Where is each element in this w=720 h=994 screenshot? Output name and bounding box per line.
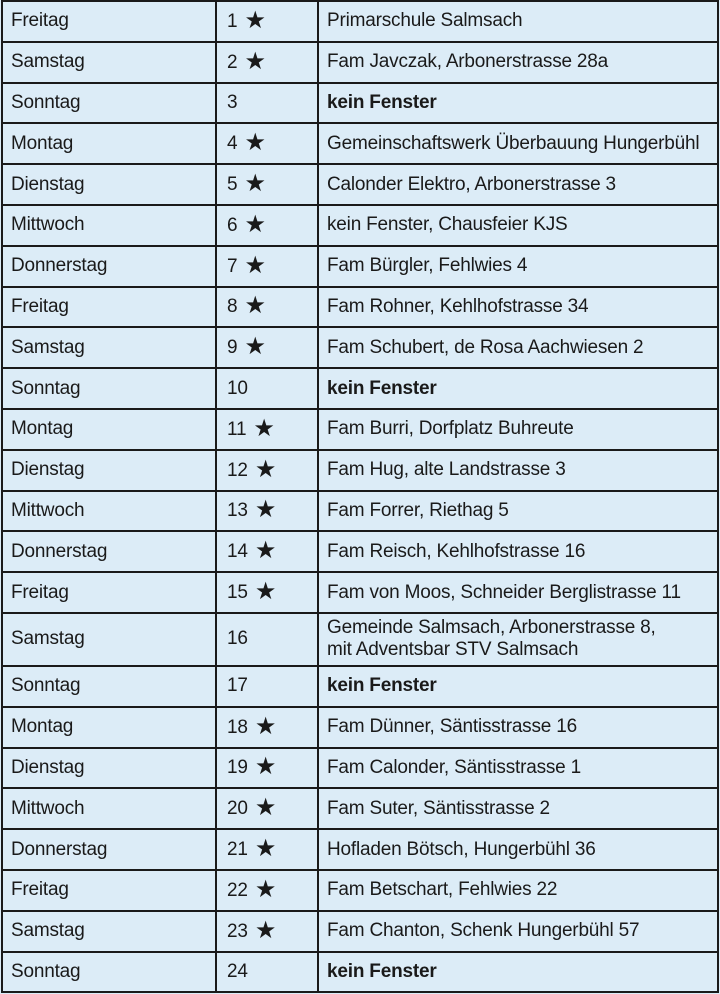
- host-cell: [318, 952, 718, 993]
- day-cell: Samstag: [2, 327, 216, 368]
- star-icon: ★: [254, 537, 277, 565]
- date-number: 15: [227, 582, 248, 604]
- day-cell: Dienstag: [2, 748, 216, 789]
- table-row: [2, 205, 718, 246]
- star-icon: ★: [254, 578, 277, 606]
- host-text: Calonder Elektro, Arbonerstrasse 3: [327, 173, 616, 195]
- star-icon: ★: [254, 712, 277, 740]
- host-text: Fam von Moos, Schneider Berglistrasse 11: [327, 581, 681, 603]
- date-number: 5: [227, 174, 238, 196]
- date-cell: [216, 83, 318, 124]
- day-cell: Sonntag: [2, 952, 216, 993]
- host-text: Fam Calonder, Säntisstrasse 1: [327, 756, 581, 778]
- host-cell: [318, 450, 718, 491]
- host-cell: [318, 287, 718, 328]
- table-row: [2, 829, 718, 870]
- table-body: [2, 1, 718, 992]
- date-number: 4: [227, 133, 238, 155]
- day-cell: Montag: [2, 123, 216, 164]
- day-cell: Freitag: [2, 572, 216, 613]
- date-cell: [216, 613, 318, 666]
- day-cell: Donnerstag: [2, 531, 216, 572]
- date-number: 13: [227, 500, 248, 522]
- host-text: Fam Rohner, Kehlhofstrasse 34: [327, 295, 589, 317]
- date-cell: [216, 42, 318, 83]
- host-cell: [318, 42, 718, 83]
- table-row: [2, 491, 718, 532]
- host-cell: [318, 327, 718, 368]
- host-cell: [318, 1, 718, 42]
- date-cell: [216, 491, 318, 532]
- table-row: [2, 450, 718, 491]
- date-cell: [216, 572, 318, 613]
- date-number: 19: [227, 757, 248, 779]
- date-cell: [216, 531, 318, 572]
- host-text: Primarschule Salmsach: [327, 10, 523, 32]
- table-row: [2, 613, 718, 666]
- date-cell: [216, 1, 318, 42]
- host-text: kein Fenster, Chausfeier KJS: [327, 214, 568, 236]
- star-icon: ★: [254, 794, 277, 822]
- advent-window-table: [1, 0, 719, 993]
- host-cell: [318, 666, 718, 707]
- date-cell: [216, 246, 318, 287]
- host-text: kein Fenster: [327, 377, 437, 399]
- star-icon: ★: [254, 496, 277, 524]
- day-cell: Sonntag: [2, 368, 216, 409]
- table-row: [2, 327, 718, 368]
- date-number: 7: [227, 255, 238, 277]
- table-row: [2, 666, 718, 707]
- host-cell: [318, 829, 718, 870]
- host-cell: [318, 368, 718, 409]
- star-icon: ★: [244, 47, 266, 75]
- host-text: kein Fenster: [327, 675, 437, 697]
- date-cell: [216, 123, 318, 164]
- date-number: 22: [227, 879, 248, 901]
- date-number: 18: [227, 716, 248, 738]
- star-icon: ★: [254, 875, 277, 903]
- day-cell: Freitag: [2, 870, 216, 911]
- table-row: [2, 123, 718, 164]
- host-cell: [318, 911, 718, 952]
- date-cell: [216, 450, 318, 491]
- host-text: Gemeinschaftswerk Überbauung Hungerbühl: [327, 132, 700, 154]
- host-cell: [318, 409, 718, 450]
- host-cell: [318, 164, 718, 205]
- date-number: 10: [227, 377, 248, 399]
- table-row: [2, 952, 718, 993]
- host-text: Fam Forrer, Riethag 5: [327, 499, 509, 521]
- date-number: 9: [227, 337, 238, 359]
- star-icon: ★: [244, 333, 266, 361]
- host-cell: [318, 491, 718, 532]
- host-text: Fam Chanton, Schenk Hungerbühl 57: [327, 920, 640, 942]
- table-row: [2, 1, 718, 42]
- day-cell: Dienstag: [2, 450, 216, 491]
- table-row: [2, 911, 718, 952]
- day-cell: Samstag: [2, 42, 216, 83]
- date-cell: [216, 327, 318, 368]
- host-cell: [318, 246, 718, 287]
- host-text: Gemeinde Salmsach, Arbonerstrasse 8,: [327, 617, 656, 639]
- date-cell: [216, 666, 318, 707]
- host-cell: [318, 205, 718, 246]
- host-cell: [318, 531, 718, 572]
- host-text: Fam Schubert, de Rosa Aachwiesen 2: [327, 336, 644, 358]
- date-number: 16: [227, 628, 248, 650]
- host-cell: [318, 788, 718, 829]
- date-number: 8: [227, 296, 238, 318]
- host-text: Fam Dünner, Säntisstrasse 16: [327, 716, 577, 738]
- date-number: 24: [227, 960, 248, 982]
- day-cell: Donnerstag: [2, 246, 216, 287]
- date-number: 14: [227, 541, 248, 563]
- host-cell: [318, 123, 718, 164]
- date-cell: [216, 164, 318, 205]
- host-text: kein Fenster: [327, 91, 437, 113]
- table-row: [2, 42, 718, 83]
- star-icon: ★: [254, 835, 277, 863]
- star-icon: ★: [254, 916, 277, 944]
- date-number: 20: [227, 798, 248, 820]
- host-text: Fam Betschart, Fehlwies 22: [327, 879, 558, 901]
- day-cell: Freitag: [2, 287, 216, 328]
- day-cell: Mittwoch: [2, 788, 216, 829]
- host-text: Fam Suter, Säntisstrasse 2: [327, 797, 550, 819]
- host-cell: [318, 748, 718, 789]
- day-cell: Montag: [2, 409, 216, 450]
- date-number: 11: [227, 418, 247, 440]
- table-row: [2, 246, 718, 287]
- star-icon: ★: [254, 753, 277, 781]
- date-number: 21: [227, 839, 248, 861]
- date-cell: [216, 707, 318, 748]
- table-row: [2, 788, 718, 829]
- star-icon: ★: [244, 129, 266, 157]
- date-cell: [216, 952, 318, 993]
- star-icon: ★: [244, 210, 266, 238]
- host-text: Fam Bürgler, Fehlwies 4: [327, 255, 528, 277]
- date-number: 12: [227, 459, 248, 481]
- date-cell: [216, 870, 318, 911]
- day-cell: Mittwoch: [2, 491, 216, 532]
- date-cell: [216, 409, 318, 450]
- host-text: Hofladen Bötsch, Hungerbühl 36: [327, 838, 596, 860]
- table-row: [2, 368, 718, 409]
- table-row: [2, 707, 718, 748]
- table-row: [2, 572, 718, 613]
- date-number: 3: [227, 91, 238, 113]
- day-cell: Montag: [2, 707, 216, 748]
- day-cell: Mittwoch: [2, 205, 216, 246]
- day-cell: Samstag: [2, 911, 216, 952]
- host-text: kein Fenster: [327, 960, 437, 982]
- host-text: Fam Reisch, Kehlhofstrasse 16: [327, 540, 586, 562]
- date-cell: [216, 748, 318, 789]
- date-number: 23: [227, 920, 248, 942]
- star-icon: ★: [244, 6, 266, 34]
- table-row: [2, 748, 718, 789]
- day-cell: Samstag: [2, 613, 216, 666]
- date-cell: [216, 287, 318, 328]
- table-row: [2, 164, 718, 205]
- date-number: 6: [227, 214, 238, 236]
- host-cell: [318, 83, 718, 124]
- date-number: 17: [227, 675, 248, 697]
- date-number: 1: [227, 10, 238, 32]
- table-row: [2, 287, 718, 328]
- day-cell: Freitag: [2, 1, 216, 42]
- host-text: Fam Hug, alte Landstrasse 3: [327, 459, 566, 481]
- day-cell: Sonntag: [2, 666, 216, 707]
- day-cell: Dienstag: [2, 164, 216, 205]
- host-text-line2: mit Adventsbar STV Salmsach: [327, 639, 579, 661]
- date-cell: [216, 205, 318, 246]
- star-icon: ★: [254, 455, 277, 483]
- star-icon: ★: [244, 292, 266, 320]
- star-icon: ★: [253, 414, 275, 442]
- host-text: Fam Javczak, Arbonerstrasse 28a: [327, 51, 609, 73]
- date-cell: [216, 788, 318, 829]
- date-cell: [216, 368, 318, 409]
- host-cell: [318, 707, 718, 748]
- date-number: 2: [227, 51, 238, 73]
- date-cell: [216, 911, 318, 952]
- table-row: [2, 83, 718, 124]
- day-cell: Donnerstag: [2, 829, 216, 870]
- star-icon: ★: [244, 251, 266, 279]
- host-text: Fam Burri, Dorfplatz Buhreute: [327, 418, 574, 440]
- host-cell: [318, 613, 718, 666]
- table-row: [2, 870, 718, 911]
- host-cell: [318, 870, 718, 911]
- table-row: [2, 409, 718, 450]
- star-icon: ★: [244, 170, 266, 198]
- table-row: [2, 531, 718, 572]
- day-cell: Sonntag: [2, 83, 216, 124]
- date-cell: [216, 829, 318, 870]
- host-cell: [318, 572, 718, 613]
